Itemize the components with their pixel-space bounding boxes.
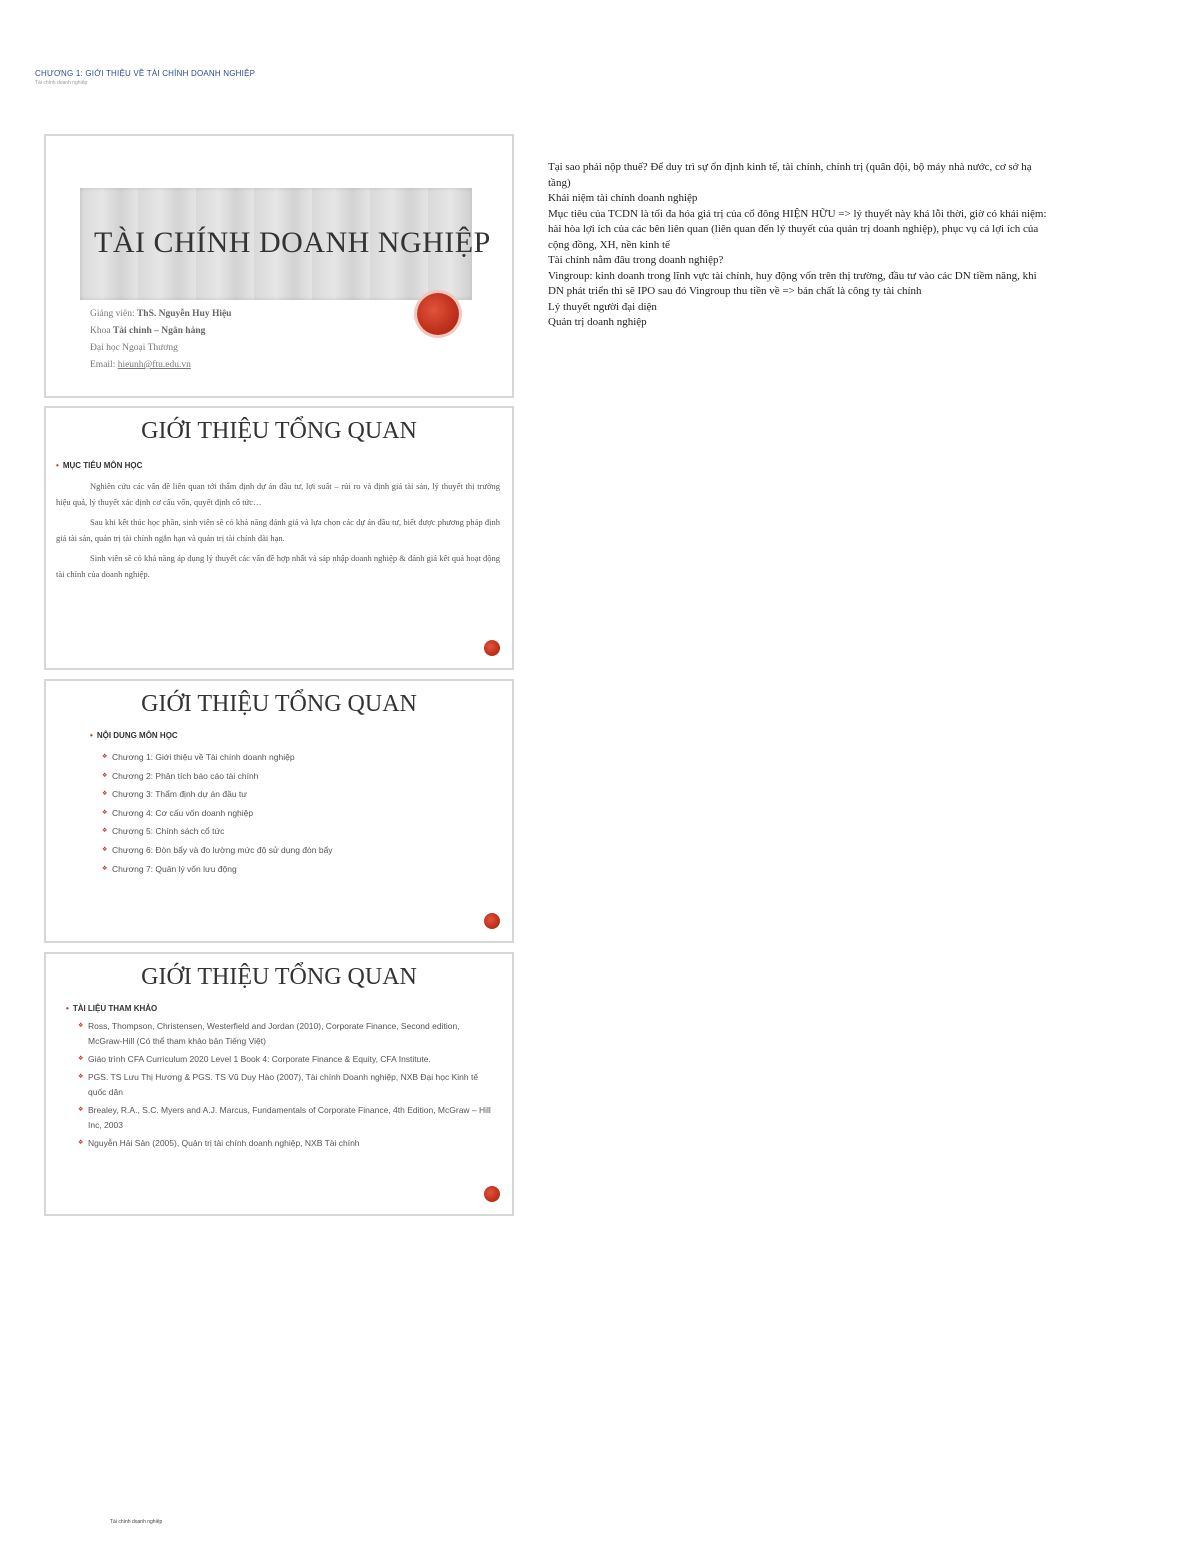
slide-3-title: GIỚI THIỆU TỔNG QUAN (141, 691, 417, 717)
list-item: ❖ Ross, Thompson, Christensen, Westerfield and Jordan (2010), Corporate Finance, Second edition, McGraw-Hill (Có thể tham khảo bản Tiếng Việt) (78, 1019, 496, 1049)
note-line: Tài chính nằm đâu trong doanh nghiệp? (548, 254, 724, 266)
list-item: ❖ Brealey, R.A., S.C. Myers and A.J. Marcus, Fundamentals of Corporate Finance, 4th Edition, McGraw – Hill Inc, 2003 (78, 1103, 496, 1133)
list-item: ❖ PGS. TS Lưu Thị Hương & PGS. TS Vũ Duy Hào (2007), Tài chính Doanh nghiệp, NXB Đại học Kinh tế quốc dân (78, 1070, 496, 1100)
document-header-subtitle: Tài chính doanh nghiệp (35, 80, 88, 86)
section-heading: • MỤC TIÊU MÔN HỌC (56, 461, 143, 470)
list-item: ❖ Chương 3: Thẩm định dự án đầu tư (102, 785, 333, 804)
objective-paragraph-3: Sinh viên sẽ có khả năng áp dụng lý thuyết các vấn đề hợp nhất và sáp nhập doanh nghiệp & đánh giá kết quả hoạt động tài chính của doanh nghiệp. (56, 553, 500, 579)
note-line: Quản trị doanh nghiệp (548, 316, 647, 328)
objective-paragraph-1: Nghiên cứu các vấn đề liên quan tới thẩm định dự án đầu tư, lợi suất – rủi ro và định giá tài sản, lý thuyết thị trường hiệu quả, lý thuyết xác định cơ cấu vốn, quyết định cổ tức… (56, 481, 500, 507)
list-item: ❖ Giáo trình CFA Curriculum 2020 Level 1 Book 4: Corporate Finance & Equity, CFA Institute. (78, 1052, 496, 1067)
objective-paragraph-2: Sau khi kết thúc học phần, sinh viên sẽ có khả năng đánh giá và lựa chọn các dự án đầu tư, biết được phương pháp định giá tài sản, quản trị tài chính ngắn hạn và quản trị tài chính dài hạn. (56, 517, 500, 543)
lecturer-line: Giảng viên: ThS. Nguyễn Huy Hiệu (90, 309, 232, 319)
email-link[interactable]: hieunh@ftu.edu.vn (117, 360, 191, 370)
note-line: Lý thuyết người đại diện (548, 300, 657, 313)
university-line: Đại học Ngoại Thương (90, 343, 178, 353)
document-header-title: CHƯƠNG 1: GIỚI THIỆU VỀ TÀI CHÍNH DOANH NGHIỆP (35, 69, 256, 78)
reference-list (78, 1019, 496, 1154)
section-heading: • NỘI DUNG MÔN HỌC (90, 731, 178, 740)
list-item: ❖ Nguyễn Hải Sản (2005), Quản trị tài chính doanh nghiệp, NXB Tài chính (78, 1136, 496, 1151)
slide-4-title: GIỚI THIỆU TỔNG QUAN (141, 964, 417, 990)
email-line: Email: hieunh@ftu.edu.vn (90, 360, 191, 370)
list-item: ❖ Chương 7: Quản lý vốn lưu động (102, 860, 333, 879)
slide-3-thumbnail (44, 679, 514, 943)
slide-1-thumbnail (44, 134, 514, 398)
red-circle-ornament (484, 640, 500, 656)
slide-1-title: TÀI CHÍNH DOANH NGHIỆP (94, 226, 491, 259)
slide-2-thumbnail (44, 406, 514, 670)
note-line: Mục tiêu của TCDN là tối đa hóa giá trị của cổ đông HIỆN HỮU => lý thuyết này khá lỗi thời, giờ có khái niệm: hài hòa lợi ích của các bên liên quan (liên quan đến lý thuyết của quản trị doanh nghiệp), phục vụ cả lợi ích của cộng đồng, XH, nền kinh tế (548, 207, 1047, 251)
list-item: ❖ Chương 4: Cơ cấu vốn doanh nghiệp (102, 804, 333, 823)
note-line: Khái niệm tài chính doanh nghiệp (548, 192, 698, 204)
red-circle-ornament (417, 293, 459, 335)
note-line: Tại sao phải nộp thuế? Để duy trì sự ổn định kinh tế, tài chính, chính trị (quân đội, bộ máy nhà nước, cơ sở hạ tầng) (548, 161, 1032, 189)
slide-4-thumbnail (44, 952, 514, 1216)
list-item: ❖ Chương 5: Chính sách cổ tức (102, 822, 333, 841)
lecturer-info (90, 306, 231, 374)
note-line: Vingroup: kinh doanh trong lĩnh vực tài chính, huy động vốn trên thị trường, đầu tư vào các DN tiềm năng, khi DN phát triển thì sẽ IPO sau đó Vingroup thu tiền về => bản chất là công ty tài chính (548, 269, 1037, 297)
list-item: ❖ Chương 2: Phân tích báo cáo tài chính (102, 767, 333, 786)
lecture-notes (548, 160, 1053, 331)
chapter-list (102, 748, 333, 878)
slide-2-title: GIỚI THIỆU TỔNG QUAN (141, 418, 417, 444)
list-item: ❖ Chương 1: Giới thiệu về Tài chính doanh nghiệp (102, 748, 333, 767)
red-circle-ornament (484, 1186, 500, 1202)
title-banner (80, 188, 491, 300)
faculty-line: Khoa Tài chính – Ngân hàng (90, 326, 206, 336)
page-footer: Tài chính doanh nghiệp (110, 1519, 163, 1525)
section-heading: • TÀI LIỆU THAM KHẢO (66, 1004, 158, 1013)
red-circle-ornament (484, 913, 500, 929)
list-item: ❖ Chương 6: Đòn bẩy và đo lường mức độ sử dụng đòn bẩy (102, 841, 333, 860)
